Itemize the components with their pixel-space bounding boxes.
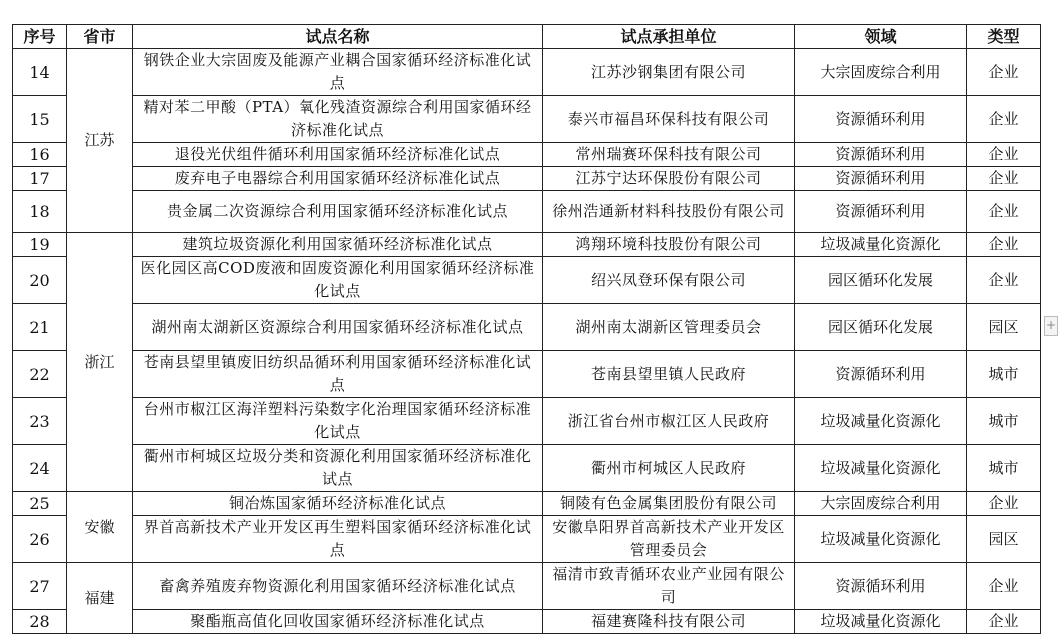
- row-no: 20: [13, 257, 67, 304]
- province-cell: 浙江: [67, 233, 133, 492]
- row-name: 贵金属二次资源综合利用国家循环经济标准化试点: [133, 191, 543, 233]
- row-no: 25: [13, 492, 67, 516]
- row-no: 16: [13, 143, 67, 167]
- table-row: [13, 191, 1041, 233]
- header-name: 试点名称: [133, 25, 543, 49]
- row-no: 19: [13, 233, 67, 257]
- row-field: 资源循环利用: [795, 143, 967, 167]
- row-type: 企业: [967, 96, 1041, 143]
- row-type: 企业: [967, 610, 1041, 634]
- row-field: 垃圾减量化资源化: [795, 233, 967, 257]
- row-field: 垃圾减量化资源化: [795, 610, 967, 634]
- province-cell: 江苏: [67, 49, 133, 233]
- table-row: [13, 492, 1041, 516]
- table-row: [13, 563, 1041, 610]
- row-no: 14: [13, 49, 67, 96]
- header-row: [13, 25, 1041, 49]
- row-field: 园区循环化发展: [795, 304, 967, 351]
- row-name: 铜冶炼国家循环经济标准化试点: [133, 492, 543, 516]
- table-row: [13, 445, 1041, 492]
- row-field: 资源循环利用: [795, 563, 967, 610]
- table-row: [13, 167, 1041, 191]
- row-unit: 安徽阜阳界首高新技术产业开发区管理委员会: [543, 516, 795, 563]
- table-row: [13, 233, 1041, 257]
- header-no: 序号: [13, 25, 67, 49]
- table-row: [13, 398, 1041, 445]
- row-name: 台州市椒江区海洋塑料污染数字化治理国家循环经济标准化试点: [133, 398, 543, 445]
- row-type: 园区: [967, 516, 1041, 563]
- row-type: 企业: [967, 49, 1041, 96]
- table-row: [13, 143, 1041, 167]
- header-province: 省市: [67, 25, 133, 49]
- row-type: 企业: [967, 143, 1041, 167]
- row-unit: 江苏宁达环保股份有限公司: [543, 167, 795, 191]
- row-no: 24: [13, 445, 67, 492]
- table-row: [13, 351, 1041, 398]
- row-type: 城市: [967, 398, 1041, 445]
- row-name: 建筑垃圾资源化利用国家循环经济标准化试点: [133, 233, 543, 257]
- row-name: 医化园区高COD废液和固废资源化利用国家循环经济标准化试点: [133, 257, 543, 304]
- row-field: 资源循环利用: [795, 351, 967, 398]
- row-unit: 绍兴凤登环保有限公司: [543, 257, 795, 304]
- row-type: 企业: [967, 191, 1041, 233]
- header-type: 类型: [967, 25, 1041, 49]
- row-name: 钢铁企业大宗固废及能源产业耦合国家循环经济标准化试点: [133, 49, 543, 96]
- table-row: [13, 610, 1041, 634]
- side-add-handle[interactable]: +: [1044, 316, 1058, 336]
- row-unit: 衢州市柯城区人民政府: [543, 445, 795, 492]
- header-field: 领域: [795, 25, 967, 49]
- table-row: [13, 96, 1041, 143]
- row-type: 企业: [967, 563, 1041, 610]
- row-field: 资源循环利用: [795, 167, 967, 191]
- row-no: 17: [13, 167, 67, 191]
- table-row: [13, 257, 1041, 304]
- row-type: 城市: [967, 351, 1041, 398]
- row-unit: 常州瑞赛环保科技有限公司: [543, 143, 795, 167]
- row-no: 26: [13, 516, 67, 563]
- row-no: 22: [13, 351, 67, 398]
- row-type: 企业: [967, 167, 1041, 191]
- row-field: 垃圾减量化资源化: [795, 445, 967, 492]
- table-row: [13, 49, 1041, 96]
- row-type: 企业: [967, 492, 1041, 516]
- row-name: 苍南县望里镇废旧纺织品循环利用国家循环经济标准化试点: [133, 351, 543, 398]
- row-field: 大宗固废综合利用: [795, 492, 967, 516]
- row-type: 企业: [967, 257, 1041, 304]
- row-type: 企业: [967, 233, 1041, 257]
- row-unit: 鸿翔环境科技股份有限公司: [543, 233, 795, 257]
- row-type: 园区: [967, 304, 1041, 351]
- row-field: 资源循环利用: [795, 191, 967, 233]
- row-unit: 湖州南太湖新区管理委员会: [543, 304, 795, 351]
- row-no: 28: [13, 610, 67, 634]
- row-no: 15: [13, 96, 67, 143]
- row-name: 界首高新技术产业开发区再生塑料国家循环经济标准化试点: [133, 516, 543, 563]
- row-unit: 徐州浩通新材料科技股份有限公司: [543, 191, 795, 233]
- row-unit: 浙江省台州市椒江区人民政府: [543, 398, 795, 445]
- row-name: 湖州南太湖新区资源综合利用国家循环经济标准化试点: [133, 304, 543, 351]
- row-field: 大宗固废综合利用: [795, 49, 967, 96]
- row-field: 园区循环化发展: [795, 257, 967, 304]
- row-no: 21: [13, 304, 67, 351]
- row-unit: 福建赛隆科技有限公司: [543, 610, 795, 634]
- row-name: 聚酯瓶高值化回收国家循环经济标准化试点: [133, 610, 543, 634]
- row-field: 垃圾减量化资源化: [795, 398, 967, 445]
- row-name: 废弃电子电器综合利用国家循环经济标准化试点: [133, 167, 543, 191]
- row-no: 23: [13, 398, 67, 445]
- row-unit: 苍南县望里镇人民政府: [543, 351, 795, 398]
- row-unit: 泰兴市福昌环保科技有限公司: [543, 96, 795, 143]
- row-unit: 铜陵有色金属集团股份有限公司: [543, 492, 795, 516]
- row-field: 垃圾减量化资源化: [795, 516, 967, 563]
- table-container: [12, 24, 1041, 634]
- row-unit: 福清市致青循环农业产业园有限公司: [543, 563, 795, 610]
- row-no: 18: [13, 191, 67, 233]
- row-field: 资源循环利用: [795, 96, 967, 143]
- header-unit: 试点承担单位: [543, 25, 795, 49]
- pilot-table: [12, 24, 1041, 634]
- row-name: 精对苯二甲酸（PTA）氧化残渣资源综合利用国家循环经济标准化试点: [133, 96, 543, 143]
- row-unit: 江苏沙钢集团有限公司: [543, 49, 795, 96]
- row-type: 城市: [967, 445, 1041, 492]
- row-no: 27: [13, 563, 67, 610]
- table-row: [13, 516, 1041, 563]
- row-name: 退役光伏组件循环利用国家循环经济标准化试点: [133, 143, 543, 167]
- table-row: [13, 304, 1041, 351]
- row-name: 衢州市柯城区垃圾分类和资源化利用国家循环经济标准化试点: [133, 445, 543, 492]
- row-name: 畜禽养殖废弃物资源化利用国家循环经济标准化试点: [133, 563, 543, 610]
- province-cell: 安徽: [67, 492, 133, 563]
- province-cell: 福建: [67, 563, 133, 634]
